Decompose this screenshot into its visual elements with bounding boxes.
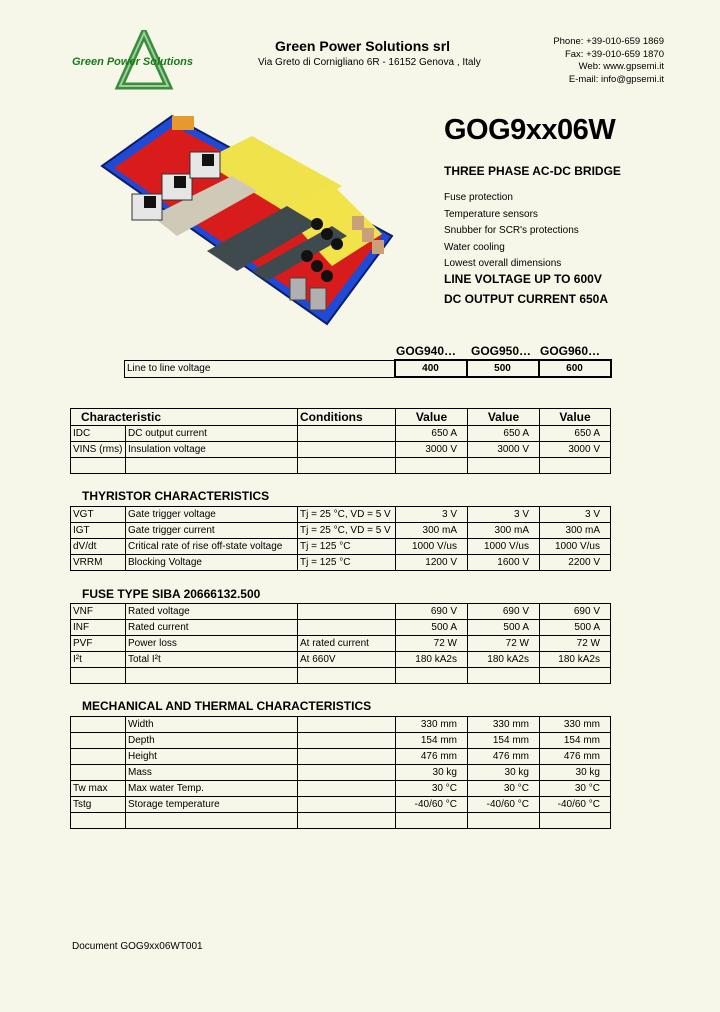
cond-cell (298, 781, 396, 797)
cond-cell: At rated current (298, 636, 396, 652)
value-cell: 690 V (396, 604, 468, 620)
table-row (71, 539, 611, 555)
value-cell: 154 mm (468, 733, 540, 749)
desc-cell: Mass (126, 765, 298, 781)
desc-cell: Max water Temp. (126, 781, 298, 797)
value-cell: 1000 V/us (468, 539, 540, 555)
value-cell: 30 °C (396, 781, 468, 797)
cond-cell (298, 765, 396, 781)
value-cell: 1000 V/us (396, 539, 468, 555)
value-cell: 180 kA2s (540, 652, 611, 668)
desc-cell: Gate trigger current (126, 523, 298, 539)
fuse-table (70, 603, 611, 684)
desc-cell: Height (126, 749, 298, 765)
value-cell: 300 mA (540, 523, 611, 539)
desc-cell: Total I²t (126, 652, 298, 668)
value-cell: 476 mm (468, 749, 540, 765)
desc-cell: Depth (126, 733, 298, 749)
table-row (71, 620, 611, 636)
product-subtitle: THREE PHASE AC-DC BRIDGE (444, 164, 621, 178)
desc-cell: Rated voltage (126, 604, 298, 620)
symbol-cell (71, 733, 126, 749)
value-cell: 30 kg (396, 765, 468, 781)
value-cell: 3 V (468, 507, 540, 523)
cond-cell (298, 733, 396, 749)
feature-item: Water cooling (444, 241, 505, 253)
cond-cell (298, 442, 396, 458)
table-row (71, 636, 611, 652)
variant-name: GOG960… (540, 344, 601, 358)
value-cell: 1200 V (396, 555, 468, 571)
desc-cell (126, 458, 298, 474)
value-cell: 650 A (540, 426, 611, 442)
value-cell (396, 813, 468, 829)
value-cell: 30 kg (540, 765, 611, 781)
value-cell (468, 458, 540, 474)
table-row (71, 442, 611, 458)
logo-text: Green Power Solutions (72, 56, 194, 68)
feature-item: Fuse protection (444, 192, 513, 203)
company-name: Green Power Solutions srl (275, 38, 451, 54)
feature-list (444, 190, 579, 273)
symbol-cell: PVF (71, 636, 126, 652)
desc-cell: Storage temperature (126, 797, 298, 813)
value-cell (540, 813, 611, 829)
value-cell (396, 668, 468, 684)
table-row (71, 781, 611, 797)
symbol-cell (71, 749, 126, 765)
value-cell: 180 kA2s (396, 652, 468, 668)
table-row (71, 797, 611, 813)
symbol-cell (71, 717, 126, 733)
document-id: Document GOG9xx06WT001 (72, 941, 203, 952)
value-cell: 690 V (468, 604, 540, 620)
symbol-cell: I²t (71, 652, 126, 668)
symbol-cell: IDC (71, 426, 126, 442)
cond-cell: Tj = 25 °C, VD = 5 V (298, 523, 396, 539)
cond-cell (298, 717, 396, 733)
cond-cell (298, 604, 396, 620)
spec-dc-current: DC OUTPUT CURRENT 650A (444, 292, 609, 306)
table-row (71, 523, 611, 539)
desc-cell (126, 668, 298, 684)
table-row (71, 733, 611, 749)
cond-cell: Tj = 25 °C, VD = 5 V (298, 507, 396, 523)
symbol-cell: VNF (71, 604, 126, 620)
value-cell: 600 (539, 360, 611, 377)
symbol-cell: Tw max (71, 781, 126, 797)
cond-cell: Tj = 125 °C (298, 539, 396, 555)
contact-web[interactable]: Web: www.gpsemi.it (578, 61, 664, 72)
contact-fax: Fax: +39-010-659 1870 (564, 48, 664, 60)
table-row (71, 507, 611, 523)
symbol-cell (71, 458, 126, 474)
cond-cell: Tj = 125 °C (298, 555, 396, 571)
value-cell: 650 A (396, 426, 468, 442)
value-cell: 154 mm (396, 733, 468, 749)
value-cell: -40/60 °C (396, 797, 468, 813)
variant-name: GOG950… (471, 344, 532, 358)
contact-block (553, 36, 664, 86)
contact-phone: Phone: +39-010-659 1869 (553, 36, 664, 47)
desc-cell: Blocking Voltage (126, 555, 298, 571)
value-cell: 690 V (540, 604, 611, 620)
value-cell (396, 458, 468, 474)
desc-cell: Insulation voltage (126, 442, 298, 458)
contact-email[interactable]: E-mail: info@gpsemi.it (568, 73, 664, 85)
value-cell: 1600 V (468, 555, 540, 571)
value-cell: 30 kg (468, 765, 540, 781)
desc-cell: Critical rate of rise off-state voltage (126, 539, 298, 555)
cond-cell (298, 458, 396, 474)
table-row (71, 458, 611, 474)
value-cell: 476 mm (540, 749, 611, 765)
value-cell: 500 A (396, 620, 468, 636)
value-cell: 72 W (468, 636, 540, 652)
symbol-cell: Tstg (71, 797, 126, 813)
desc-cell (126, 813, 298, 829)
desc-cell: Width (126, 717, 298, 733)
symbol-cell (71, 668, 126, 684)
value-cell (540, 458, 611, 474)
symbol-cell (71, 765, 126, 781)
value-cell (540, 668, 611, 684)
value-cell: 2200 V (540, 555, 611, 571)
table-row (71, 555, 611, 571)
table-row (71, 717, 611, 733)
value-cell: 30 °C (540, 781, 611, 797)
value-cell: 180 kA2s (468, 652, 540, 668)
value-cell: 500 A (540, 620, 611, 636)
symbol-cell: VGT (71, 507, 126, 523)
desc-cell: Gate trigger voltage (126, 507, 298, 523)
value-cell: 476 mm (396, 749, 468, 765)
value-cell: 72 W (396, 636, 468, 652)
desc-cell: Rated current (126, 620, 298, 636)
table-row (71, 652, 611, 668)
symbol-cell: IGT (71, 523, 126, 539)
table-row (71, 749, 611, 765)
value-cell: 3 V (396, 507, 468, 523)
value-cell: 300 mA (396, 523, 468, 539)
company-address: Via Greto di Cornigliano 6R - 16152 Genova , Italy (258, 57, 481, 68)
table-header-row (71, 409, 611, 426)
thyristor-table (70, 506, 611, 571)
feature-item: Snubber for SCR's protections (444, 225, 579, 236)
feature-item: Temperature sensors (444, 208, 538, 220)
value-cell: 72 W (540, 636, 611, 652)
cond-cell (298, 813, 396, 829)
symbol-cell: INF (71, 620, 126, 636)
table-row (71, 668, 611, 684)
value-cell: 500 (467, 360, 539, 377)
symbol-cell: VRRM (71, 555, 126, 571)
value-cell: 500 A (468, 620, 540, 636)
cond-cell (298, 749, 396, 765)
characteristics-table (70, 408, 611, 474)
line-voltage-table (124, 359, 612, 378)
cond-cell (298, 797, 396, 813)
desc-cell: Power loss (126, 636, 298, 652)
value-cell: 3 V (540, 507, 611, 523)
table-row (71, 426, 611, 442)
section-title-mechanical: MECHANICAL AND THERMAL CHARACTERISTICS (82, 699, 372, 713)
table-row (71, 604, 611, 620)
value-cell: 330 mm (396, 717, 468, 733)
value-cell: 330 mm (540, 717, 611, 733)
column-header: Value (396, 409, 468, 426)
column-header: Value (468, 409, 540, 426)
variant-name: GOG940… (396, 344, 457, 358)
value-cell: 30 °C (468, 781, 540, 797)
value-cell: 3000 V (396, 442, 468, 458)
value-cell: 300 mA (468, 523, 540, 539)
column-header: Conditions (298, 409, 396, 426)
feature-item: Lowest overall dimensions (444, 258, 562, 269)
row-label: Line to line voltage (125, 360, 395, 377)
product-image (92, 106, 410, 332)
desc-cell: DC output current (126, 426, 298, 442)
symbol-cell (71, 813, 126, 829)
cond-cell: At 660V (298, 652, 396, 668)
cond-cell (298, 668, 396, 684)
value-cell: -40/60 °C (468, 797, 540, 813)
cond-cell (298, 620, 396, 636)
symbol-cell: dV/dt (71, 539, 126, 555)
value-cell: 3000 V (468, 442, 540, 458)
value-cell: 1000 V/us (540, 539, 611, 555)
column-header: Characteristic (71, 409, 298, 426)
value-cell: 154 mm (540, 733, 611, 749)
section-title-thyristor: THYRISTOR CHARACTERISTICS (82, 489, 270, 503)
value-cell: -40/60 °C (540, 797, 611, 813)
table-row (71, 813, 611, 829)
table-row (71, 765, 611, 781)
table-row (125, 360, 611, 377)
value-cell: 3000 V (540, 442, 611, 458)
cond-cell (298, 426, 396, 442)
value-cell (468, 668, 540, 684)
section-title-fuse: FUSE TYPE SIBA 20666132.500 (82, 587, 261, 601)
value-cell: 330 mm (468, 717, 540, 733)
spec-line-voltage: LINE VOLTAGE UP TO 600V (444, 272, 602, 286)
value-cell (468, 813, 540, 829)
mechanical-table (70, 716, 611, 829)
value-cell: 400 (395, 360, 467, 377)
column-header: Value (540, 409, 611, 426)
part-number: GOG9xx06W (444, 114, 616, 146)
value-cell: 650 A (468, 426, 540, 442)
symbol-cell: VINS (rms) (71, 442, 126, 458)
